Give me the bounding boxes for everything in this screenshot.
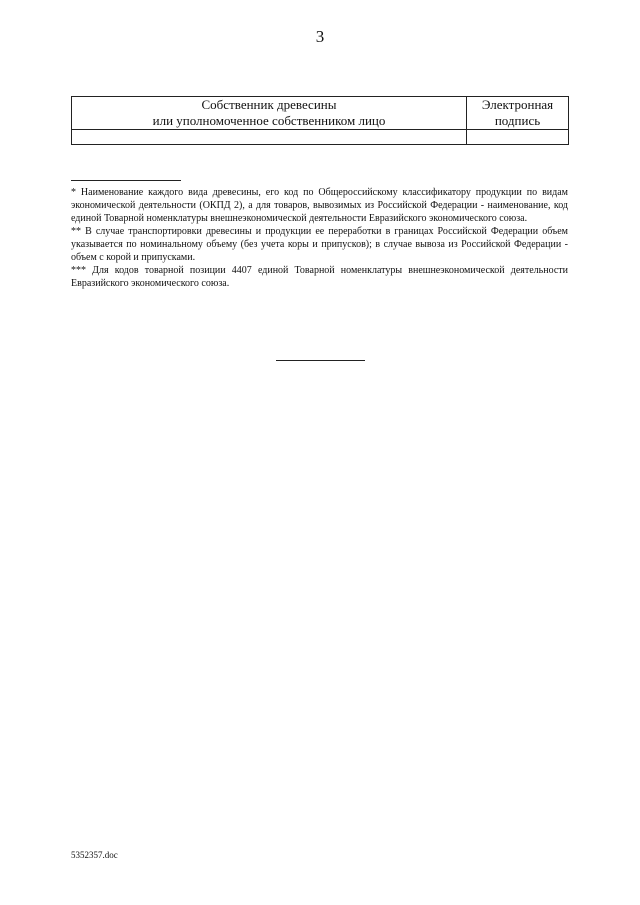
owner-header-cell [72, 97, 467, 130]
end-separator [276, 360, 365, 361]
signature-header-line2: подпись [494, 113, 541, 128]
owner-value-cell [72, 130, 467, 145]
footnote-3: *** Для кодов товарной позиции 4407 единой Товарной номенклатуры внешнеэкономической деятельности Евразийского экономического союза. [71, 265, 568, 289]
owner-header-line2: или уполномоченное собственником лицо [152, 113, 386, 128]
footnote-separator [71, 180, 181, 181]
signature-header-cell [467, 97, 569, 130]
document-id: 5352357.doc [71, 850, 118, 860]
page-number: 3 [315, 27, 325, 46]
signature-table-empty-row [72, 130, 569, 145]
signature-value-cell [467, 130, 569, 145]
footnote-1: * Наименование каждого вида древесины, его код по Общероссийскому классификатору продукции по видам экономической деятельности (ОКПД 2), а для товаров, вывозимых из Российской Федерации - наименование, код единой Товарной номенклатуры внешнеэкономической деятельности Евразийского экономического союза. [71, 187, 568, 224]
signature-header-line1: Электронная [481, 97, 554, 112]
owner-header-line1: Собственник древесины [201, 97, 337, 112]
footnote-2: ** В случае транспортировки древесины и продукции ее переработки в границах Российской Федерации объем указывается по номинальному объему (без учета коры и припусков); в случае вывоза из Российской Федерации - объем с корой и припусками. [71, 226, 568, 263]
signature-table [71, 96, 569, 145]
signature-table-header-row [72, 97, 569, 130]
footnotes [71, 186, 568, 290]
